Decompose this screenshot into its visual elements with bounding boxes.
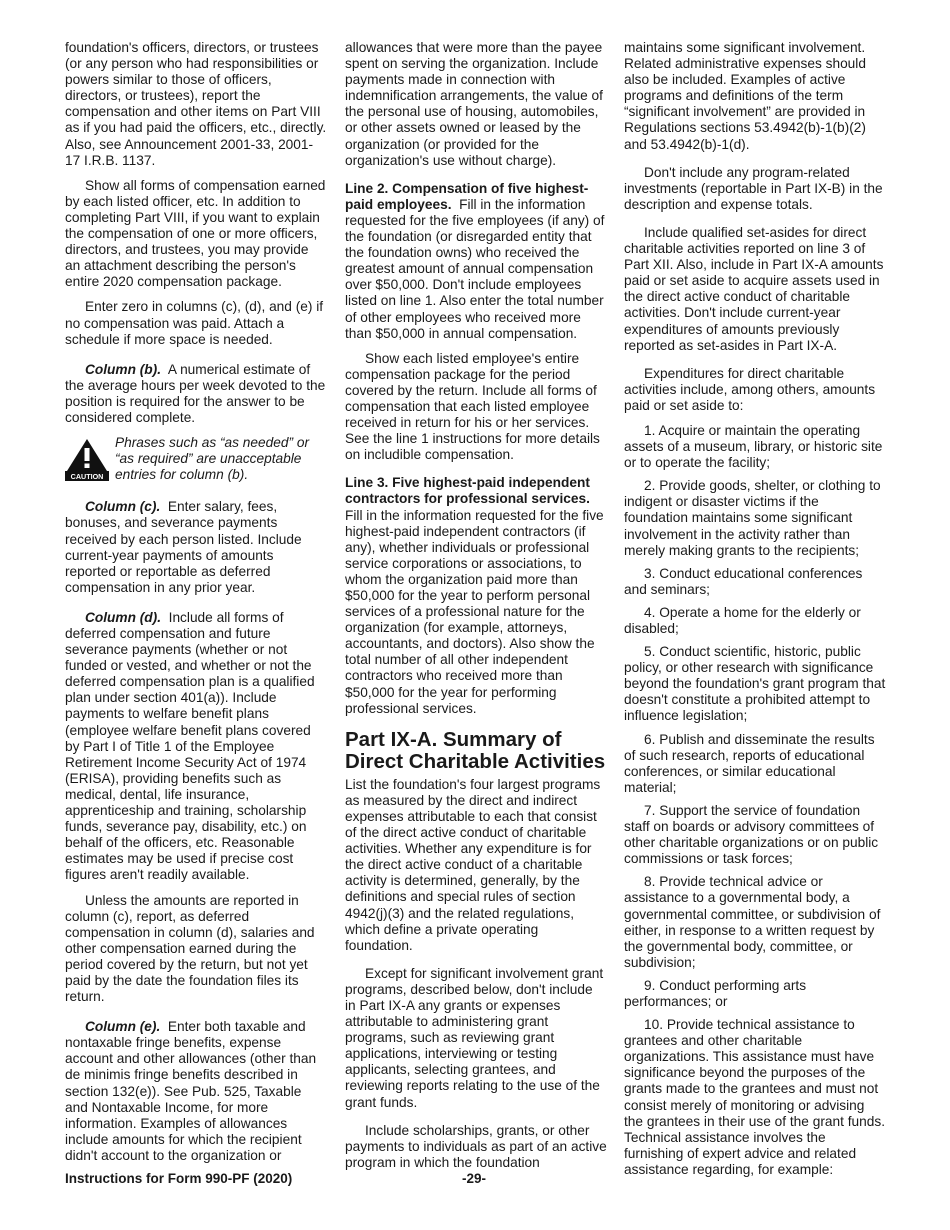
list-item: 4. Operate a home for the elderly or disabled; [624,604,861,636]
footer-form-title: Instructions for Form 990-PF (2020) [65,1171,293,1186]
list-item: 7. Support the service of foundation staff on boards or advisory committees of other charitable organizations or on public commissions or task forces; [624,802,879,867]
list-item: 5. Conduct scientific, historic, public policy, or other research with significance beyond the foundation's grant program that doesn't constitute a prohibited attempt to influence legislation; [624,644,886,724]
column-c-text: Enter salary, fees, bonuses, and severance payments received by each person listed. Include current-year payments of amounts reported or reportable as deferred compensation in any prior year. [65,499,302,595]
paragraph: Show all forms of compensation earned by each listed officer, etc. In addition to completing Part VIII, if you want to explain the compensation of one or more officers, directors, and trustees, you may provide an attachment describing the person's entire 2020 compensation package. [65,177,326,290]
column-left [65,40,327,1173]
line-3-text: Fill in the information requested for the five highest-paid independent contractors (if any), whether individuals or professional service corporations or associations, to whom the organization paid more than $50,000 for the year to perform personal services of a professional nature for the organization (for example, attorneys, accountants, and doctors). Also show the total number of all other independent contractors who received more than $50,000 for the year for performing professional services. [345,507,604,716]
paragraph: List the foundation's four largest programs as measured by the direct and indirect expenses attributable to each that consist of the direct active conduct of charitable activities. Whether any expenditure is for the direct active conduct of a charitable activity is determined, generally, by the definitions and special rules of section 4942(j)(3) and the related regulations, which define a private operating foundation. [345,776,601,953]
list-item: 3. Conduct educational conferences and seminars; [624,565,863,597]
paragraph: Include qualified set-asides for direct charitable activities reported on line 3 of Part XII. Also, include in Part IX-A amounts paid or set aside to acquire assets used in the direct active conduct of charitable activities. Don't include current-year expenditures of amounts previously reported as set-asides in Part IX-A. [624,224,884,353]
column-middle [345,40,607,1180]
paragraph: Except for significant involvement grant programs, described below, don't include in Part IX-A any grants or expenses attributable to administering grant programs, such as reviewing grant applications, interviewing or testing applicants, selecting grantees, and reviewing reports relating to the use of the grant funds. [345,965,604,1110]
caution-icon [65,437,109,481]
line-3-heading: Line 3. Five highest-paid independent contractors for professional services. [345,475,590,507]
column-c-heading: Column (c). [85,499,161,515]
page-number: -29- [462,1171,487,1186]
list-item: 6. Publish and disseminate the results of such research, reports of educational conferences, or similar educational material; [624,731,875,795]
paragraph: Unless the amounts are reported in column (c), report, as deferred compensation in column (d), salaries and other compensation earned during the period covered by the return, but not yet paid by the date the foundation files its return. [65,892,315,1005]
list-item: 9. Conduct performing arts performances; or [624,977,807,1009]
column-b-text: A numerical estimate of the average hours per week devoted to the position is required for the answer to be considered complete. [65,361,326,425]
column-d-heading: Column (d). [85,609,162,625]
paragraph: allowances that were more than the payee spent on serving the organization. Include payments made in connection with indemnification arrangements, the value of the personal use of housing, automobiles, or other assets owned or leased by the organization (or provided for the organization's use without charge). [345,40,603,168]
paragraph: Include scholarships, grants, or other payments to individuals as part of an active program in which the foundation [345,1122,607,1170]
line-3-paragraph [345,475,607,716]
paragraph: foundation's officers, directors, or trustees (or any person who had responsibilities or powers similar to those of officers, directors, or trustees), report the compensation and other items on Part VIII as if you had paid the officers, etc., directly. Also, see Announcement 2001-33, 2001-17 I.R.B. 1137. [65,40,327,168]
caution-text: Phrases such as “as needed” or “as required” are unacceptable entries for column (b). [115,435,310,483]
column-d-text: Include all forms of deferred compensation and future severance payments (whether or not funded or vested, and whether or not the deferred compensation plan is a qualified plan under section 401(a)). Include payments to welfare benefit plans (employee welfare benefit plans covered by Part I of Title 1 of the Employee Retirement Income Security Act of 1974 (ERISA), providing benefits such as medical, dental, life insurance, apprenticeship and training, scholarship funds, severance pay, disability, etc.) on behalf of the officers, etc. Reasonable estimates may be used if precise cost figures aren't readily available. [65,609,315,883]
paragraph: maintains some significant involvement. Related administrative expenses should also be included. Examples of active programs and definitions of the term “significant involvement” are provided in Regulations sections 53.4942(b)-1(b)(2) and 53.4942(b)-1(d). [624,40,866,152]
line-2-paragraph [345,181,607,342]
list-item: 8. Provide technical advice or assistance to a governmental body, a governmental committee, or subdivision of either, in response to a written request by the governmental body, committee, or subdivision; [624,874,881,970]
column-d-paragraph [65,610,327,884]
section-heading: Part IX-A. Summary of Direct Charitable Activities [345,727,606,773]
column-right [624,40,886,1185]
caution-label: CAUTION [70,472,104,482]
line-2-text: Fill in the information requested for the five employees (if any) of the foundation (or disregarded entity that the foundation owns) who received the greatest amount of annual compensation over $50,000. Don't include employees listed on line 1. Also enter the total number of other employees who received more than $50,000 in annual compensation. [345,196,605,341]
line-2-heading: Line 2. Compensation of five highest-paid employees. [345,180,589,212]
column-b-heading: Column (b). [85,361,162,377]
column-e-paragraph [65,1019,327,1164]
column-e-text: Enter both taxable and nontaxable fringe benefits, expense account and other allowances (other than de minimis fringe benefits described in section 132(e)). See Pub. 525, Taxable and Nontaxable Income, for more information. Examples of allowances include amounts for which the recipient didn't account to the organization or [65,1019,317,1163]
caution-note [65,435,327,483]
column-b-paragraph [65,362,327,426]
paragraph: Don't include any program-related investments (reportable in Part IX-B) in the description and expense totals. [624,164,883,212]
column-e-heading: Column (e). [85,1019,161,1035]
list-item: 10. Provide technical assistance to grantees and other charitable organizations. This assistance must have significance beyond the purposes of the grants made to the grantees and must not consist merely of monitoring or advising the grantees in their use of the grant funds. Technical assistance involves the furnishing of expert advice and related assistance regarding, for example: [624,1017,885,1177]
list-item: 1. Acquire or maintain the operating assets of a museum, library, or historic site or to operate the facility; [624,422,883,471]
paragraph: Show each listed employee's entire compensation package for the period covered by the return. Include all forms of compensation that each listed employee received in return for his or her services. See the line 1 instructions for more details on includible compensation. [345,350,600,463]
column-c-paragraph [65,499,327,596]
paragraph: Enter zero in columns (c), (d), and (e) if no compensation was paid. Attach a schedule if more space is needed. [65,299,324,347]
paragraph: Expenditures for direct charitable activities include, among others, amounts paid or set aside to: [624,365,876,413]
list-item: 2. Provide goods, shelter, or clothing to indigent or disaster victims if the foundation maintains some significant involvement in the activity rather than merely making grants to the recipients; [624,478,881,558]
